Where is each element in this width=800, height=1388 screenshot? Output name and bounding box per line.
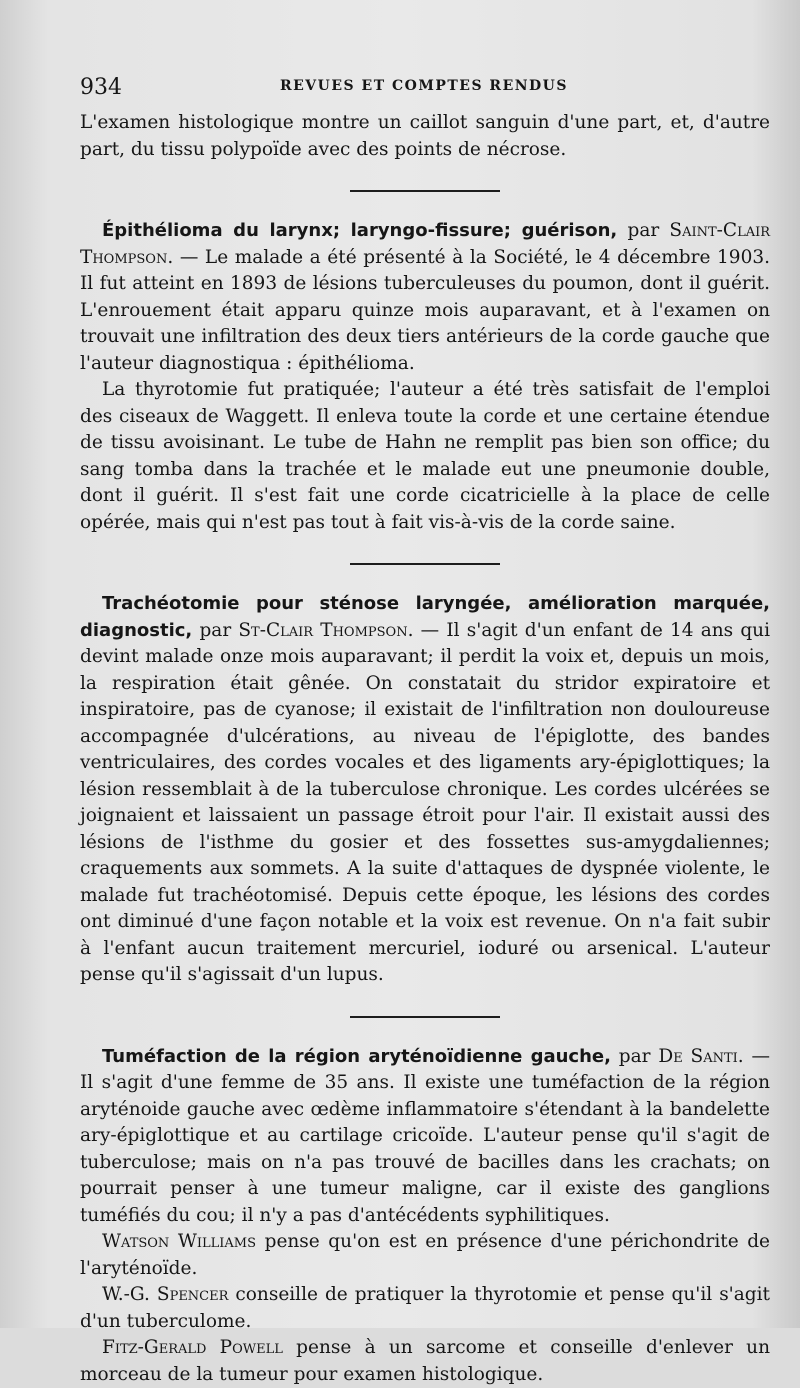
article-title: Tuméfaction de la région aryténoïdienne gauche, — [102, 1046, 611, 1067]
page-header — [80, 70, 770, 110]
remark-paragraph — [80, 1229, 770, 1282]
page-number: 934 — [80, 75, 122, 100]
article-title: Épithélioma du larynx; laryngo-fissure; guérison, — [102, 220, 617, 241]
article-body: — Le malade a été présenté à la Société, le 4 décembre 1903. Il fut atteint en 1893 de lésions tuberculeuses du poumon, dont il guérit. L'enrouement était apparu quinze mois auparavant, et à l'examen on trouvait une infiltration des deux tiers antérieurs de la corde gauche que l'auteur diagnostiqua : épithélioma. — [80, 247, 770, 374]
article-tracheotomie — [80, 591, 770, 989]
by-word: par — [192, 620, 238, 641]
article-paragraph — [80, 218, 770, 377]
remark-author: Watson Williams — [102, 1231, 256, 1252]
separator-rule — [350, 190, 500, 192]
article-body: — Il s'agit d'une femme de 35 ans. Il existe une tuméfaction de la région aryténoide gauche avec œdème inflammatoire s'étendant à la bandelette ary-épiglottique et au cartilage cricoïde. L'auteur pense qu'il s'agit de tuberculose; mais on n'a pas trouvé de bacilles dans les crachats; on pourrait penser à une tumeur maligne, car il existe des ganglions tuméfiés du cou; il n'y a pas d'antécédents syphilitiques. — [80, 1046, 770, 1226]
intro-paragraph: L'examen histologique montre un caillot sanguin d'une part, et, d'autre part, du tissu polypoïde avec des points de nécrose. — [80, 110, 770, 163]
remark-paragraph — [80, 1282, 770, 1335]
remark-text: pense à un sarcome et conseille d'enlever un morceau de la tumeur pour examen histologique. — [80, 1337, 770, 1385]
remark-text: pense qu'on est en présence d'une périchondrite de l'aryténoïde. — [80, 1231, 770, 1279]
by-word: par — [611, 1046, 658, 1067]
article-author: Saint-Clair Thompson. — [80, 220, 770, 268]
remark-paragraph — [80, 1335, 770, 1388]
article-epithelioma — [80, 218, 770, 536]
article-paragraph — [80, 591, 770, 989]
remark-text: conseille de pratiquer la thyrotomie et pense qu'il s'agit d'un tuberculome. — [80, 1284, 770, 1332]
article-title: Trachéotomie pour sténose laryngée, amélioration marquée, diagnostic, — [80, 593, 770, 641]
article-paragraph — [80, 1044, 770, 1230]
article-author: De Santi. — [658, 1046, 743, 1067]
article-body: — Il s'agit d'un enfant de 14 ans qui devint malade onze mois auparavant; il perdit la voix et, depuis un mois, la respiration était gênée. On constatait du stridor expiratoire et inspiratoire, pas de cyanose; il existait de l'infiltration non douloureuse accompagnée d'ulcérations, au niveau de l'épiglotte, des bandes ventriculaires, des cordes vocales et des ligaments ary-épiglottiques; la lésion ressemblait à de la tuberculose chronique. Les cordes ulcérées se joignaient et laissaient un passage étroit pour l'air. Il existait aussi des lésions de l'isthme du gosier et des fossettes sus-amygdaliennes; craquements aux sommets. A la suite d'attaques de dyspnée violente, le malade fut trachéotomisé. Depuis cette époque, les lésions des cordes ont diminué d'une façon notable et la voix est revenue. On n'a fait subir à l'enfant aucun traitement mercuriel, ioduré ou arsenical. L'auteur pense qu'il s'agissait d'un lupus. — [80, 620, 770, 986]
remark-author: Fitz-Gerald Powell — [102, 1337, 283, 1358]
separator-rule — [350, 563, 500, 565]
by-word: par — [617, 220, 669, 241]
separator-rule — [350, 1016, 500, 1018]
running-head: REVUES ET COMPTES RENDUS — [280, 78, 568, 94]
article-paragraph-2: La thyrotomie fut pratiquée; l'auteur a été très satisfait de l'emploi des ciseaux de Waggett. Il enleva toute la corde et une certaine étendue de tissu avoisinant. Le tube de Hahn ne remplit pas bien son office; du sang tomba dans la trachée et le malade eut une pneumonie double, dont il guérit. Il s'est fait une corde cicatricielle à la place de celle opérée, mais qui n'est pas tout à fait vis-à-vis de la corde saine. — [80, 377, 770, 536]
remark-author: W.-G. Spencer — [102, 1284, 228, 1305]
article-tumefaction — [80, 1044, 770, 1388]
article-author: St-Clair Thompson. — [238, 620, 413, 641]
